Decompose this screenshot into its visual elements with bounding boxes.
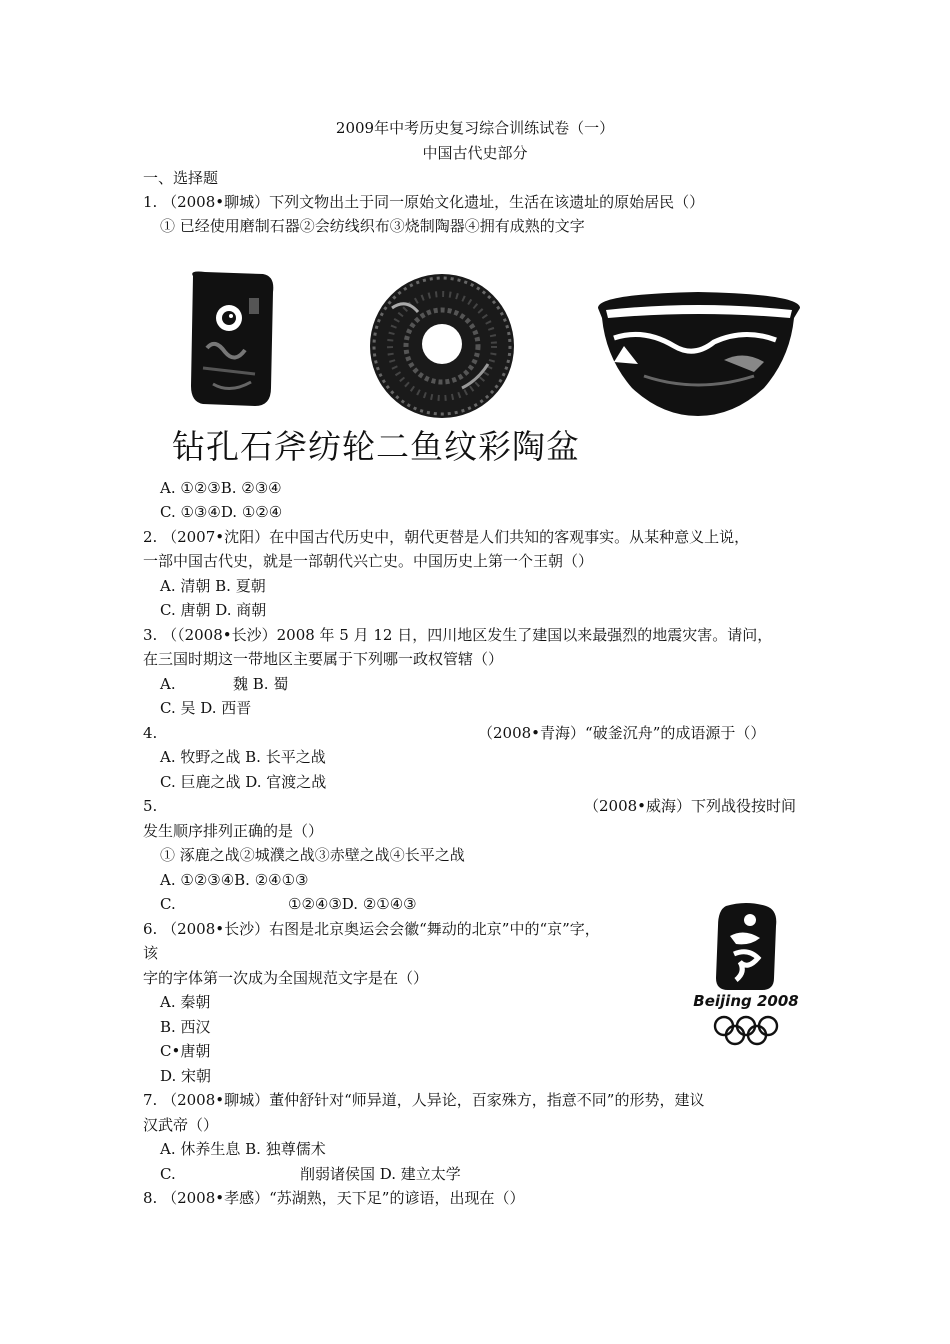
beijing-olympic-emblem-image	[688, 898, 804, 1048]
q5-option-c-label: C.	[160, 895, 176, 913]
q4-options-cd: C. 巨鹿之战 D. 官渡之战	[160, 773, 327, 791]
q1-options-cd: C. ①③④D. ①②④	[160, 503, 283, 521]
q4-number: 4.	[143, 724, 158, 742]
q6-option-a: A. 秦朝	[160, 993, 211, 1011]
q7-stem-line2: 汉武帝（）	[143, 1116, 219, 1134]
q5-statements: ① 涿鹿之战②城濮之战③赤壁之战④长平之战	[160, 846, 465, 864]
stone-axe-image	[185, 268, 280, 410]
emblem-text: Beijing 2008	[693, 992, 799, 1010]
q3-options-ab: 魏 B. 蜀	[233, 675, 289, 693]
q6-option-c: C•唐朝	[160, 1042, 211, 1060]
page-title: 2009年中考历史复习综合训练试卷（一）	[335, 119, 615, 137]
q1-stem: 1. （2008•聊城）下列文物出土于同一原始文化遗址，生活在该遗址的原始居民（）	[143, 193, 705, 211]
q2-options-cd: C. 唐朝 D. 商朝	[160, 601, 267, 619]
q5-number: 5.	[143, 797, 158, 815]
q2-options-ab: A. 清朝 B. 夏朝	[160, 577, 266, 595]
q5-stem-line1: （2008•威海）下列战役按时间	[584, 797, 797, 815]
q4-options-ab: A. 牧野之战 B. 长平之战	[160, 748, 326, 766]
q3-options-cd: C. 吴 D. 西晋	[160, 699, 252, 717]
q5-options-ab: A. ①②③④B. ②④①③	[160, 871, 309, 889]
q7-option-c-label: C.	[160, 1165, 176, 1183]
q6-stem-line2: 该	[143, 944, 159, 962]
q7-options-ab: A. 休养生息 B. 独尊儒术	[160, 1140, 326, 1158]
q1-options-ab: A. ①②③B. ②③④	[160, 479, 282, 497]
q1-statements: ① 已经使用磨制石器②会纺线织布③烧制陶器④拥有成熟的文字	[160, 217, 585, 235]
q5-stem-line2: 发生顺序排列正确的是（）	[143, 822, 324, 840]
q6-option-d: D. 宋朝	[160, 1067, 212, 1085]
q3-stem-line1: 3. （（2008•长沙）2008 年 5 月 12 日，四川地区发生了建国以来最强烈的地震灾害。请问，	[143, 626, 773, 644]
q5-options-cd: ①②④③D. ②①④③	[288, 895, 417, 913]
spindle-whorl-image	[362, 268, 522, 422]
q6-stem-line1: 6. （2008•长沙）右图是北京奥运会会徽“舞动的北京”中的“京”字，	[143, 920, 600, 938]
q3-stem-line2: 在三国时期这一带地区主要属于下列哪一政权管辖（）	[143, 650, 504, 668]
q2-stem-line2: 一部中国古代史，就是一部朝代兴亡史。中国历史上第一个王朝（）	[143, 552, 594, 570]
q1-image-caption: 钻孔石斧纺轮二鱼纹彩陶盆	[172, 427, 580, 466]
section-heading: 一、选择题	[143, 169, 219, 187]
q7-stem-line1: 7. （2008•聊城）董仲舒针对“师异道，人异论，百家殊方，指意不同”的形势，建议	[143, 1091, 705, 1109]
q6-stem-line3: 字的字体第一次成为全国规范文字是在（）	[143, 969, 429, 987]
q6-option-b: B. 西汉	[160, 1018, 211, 1036]
q7-options-cd: 削弱诸侯国 D. 建立太学	[300, 1165, 461, 1183]
q8-stem: 8. （2008•孝感）“苏湖熟，天下足”的谚语，出现在（）	[143, 1189, 525, 1207]
q2-stem-line1: 2. （2007•沈阳）在中国古代历史中，朝代更替是人们共知的客观事实。从某种意义上说，	[143, 528, 750, 546]
page-subtitle: 中国古代史部分	[422, 144, 528, 162]
q4-stem: （2008•青海）“破釜沉舟”的成语源于（）	[478, 724, 766, 742]
q3-option-a-label: A.	[160, 675, 176, 693]
fish-painted-pottery-basin-image	[594, 288, 804, 420]
